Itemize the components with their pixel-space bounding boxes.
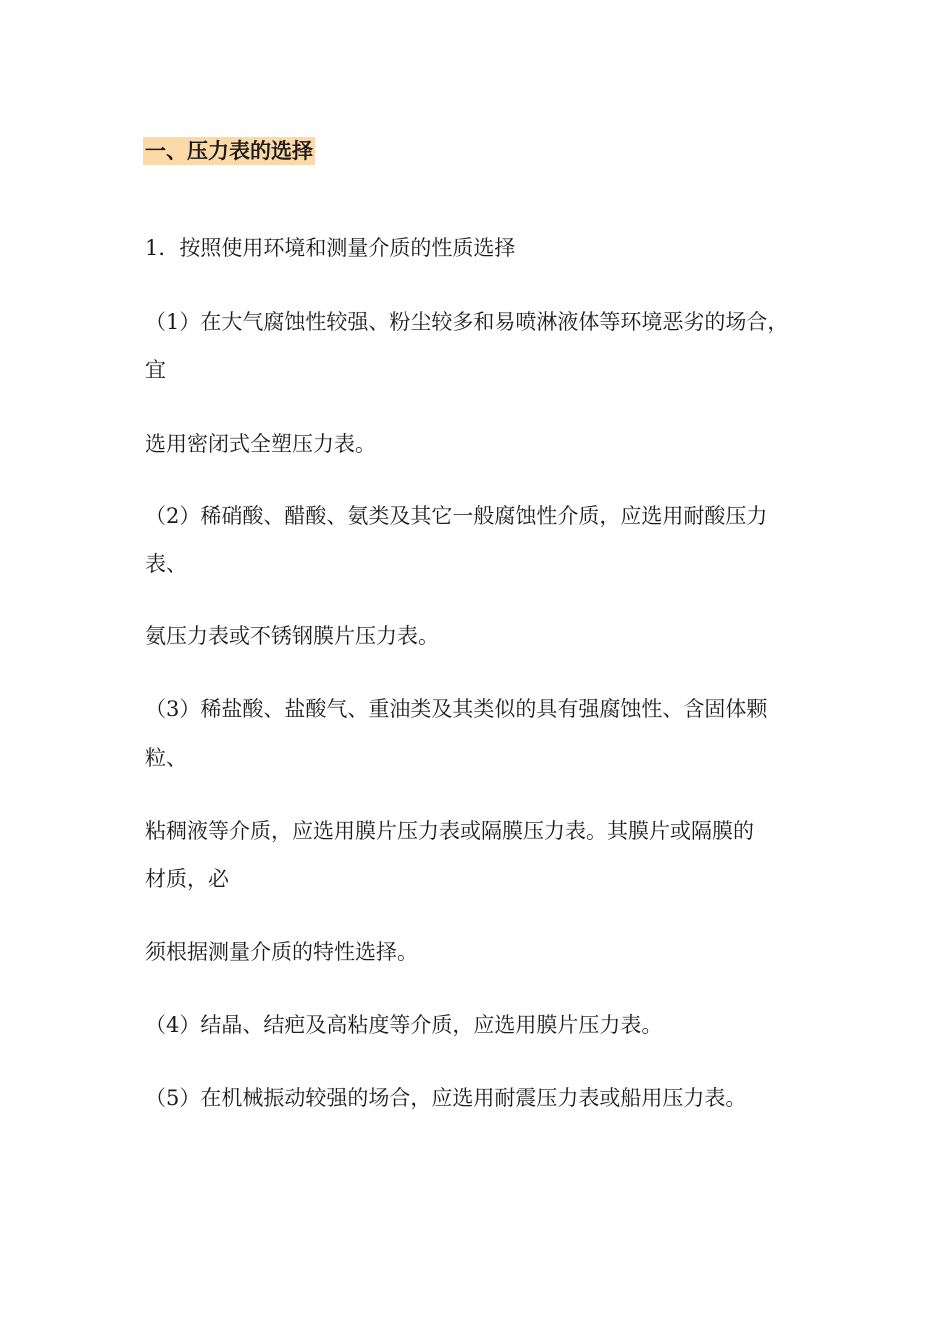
paragraph-line: 宜 — [145, 358, 166, 382]
paragraph-line: 粒、 — [145, 746, 187, 770]
paragraph-line: 粘稠液等介质，应选用膜片压力表或隔膜压力表。其膜片或隔膜的 — [145, 819, 754, 843]
paragraph-line: 须根据测量介质的特性选择。 — [145, 940, 418, 964]
subsection-title: 1．按照使用环境和测量介质的性质选择 — [145, 236, 516, 260]
paragraph-line: （2）稀硝酸、醋酸、氨类及其它一般腐蚀性介质，应选用耐酸压力 — [145, 504, 768, 528]
paragraph-line: （4）结晶、结疤及高粘度等介质，应选用膜片压力表。 — [145, 1013, 663, 1037]
paragraph-line: （3）稀盐酸、盐酸气、重油类及其类似的具有强腐蚀性、含固体颗 — [145, 697, 768, 721]
paragraph-line: （5）在机械振动较强的场合，应选用耐震压力表或船用压力表。 — [145, 1086, 747, 1110]
paragraph-line: 材质，必 — [145, 867, 229, 891]
section-heading: 一、压力表的选择 — [145, 138, 313, 163]
paragraph-line: （1）在大气腐蚀性较强、粉尘较多和易喷淋液体等环境恶劣的场合， — [145, 310, 789, 334]
paragraph-line: 表、 — [145, 552, 187, 576]
paragraph-line: 氨压力表或不锈钢膜片压力表。 — [145, 624, 439, 648]
paragraph-line: 选用密闭式全塑压力表。 — [145, 432, 376, 456]
